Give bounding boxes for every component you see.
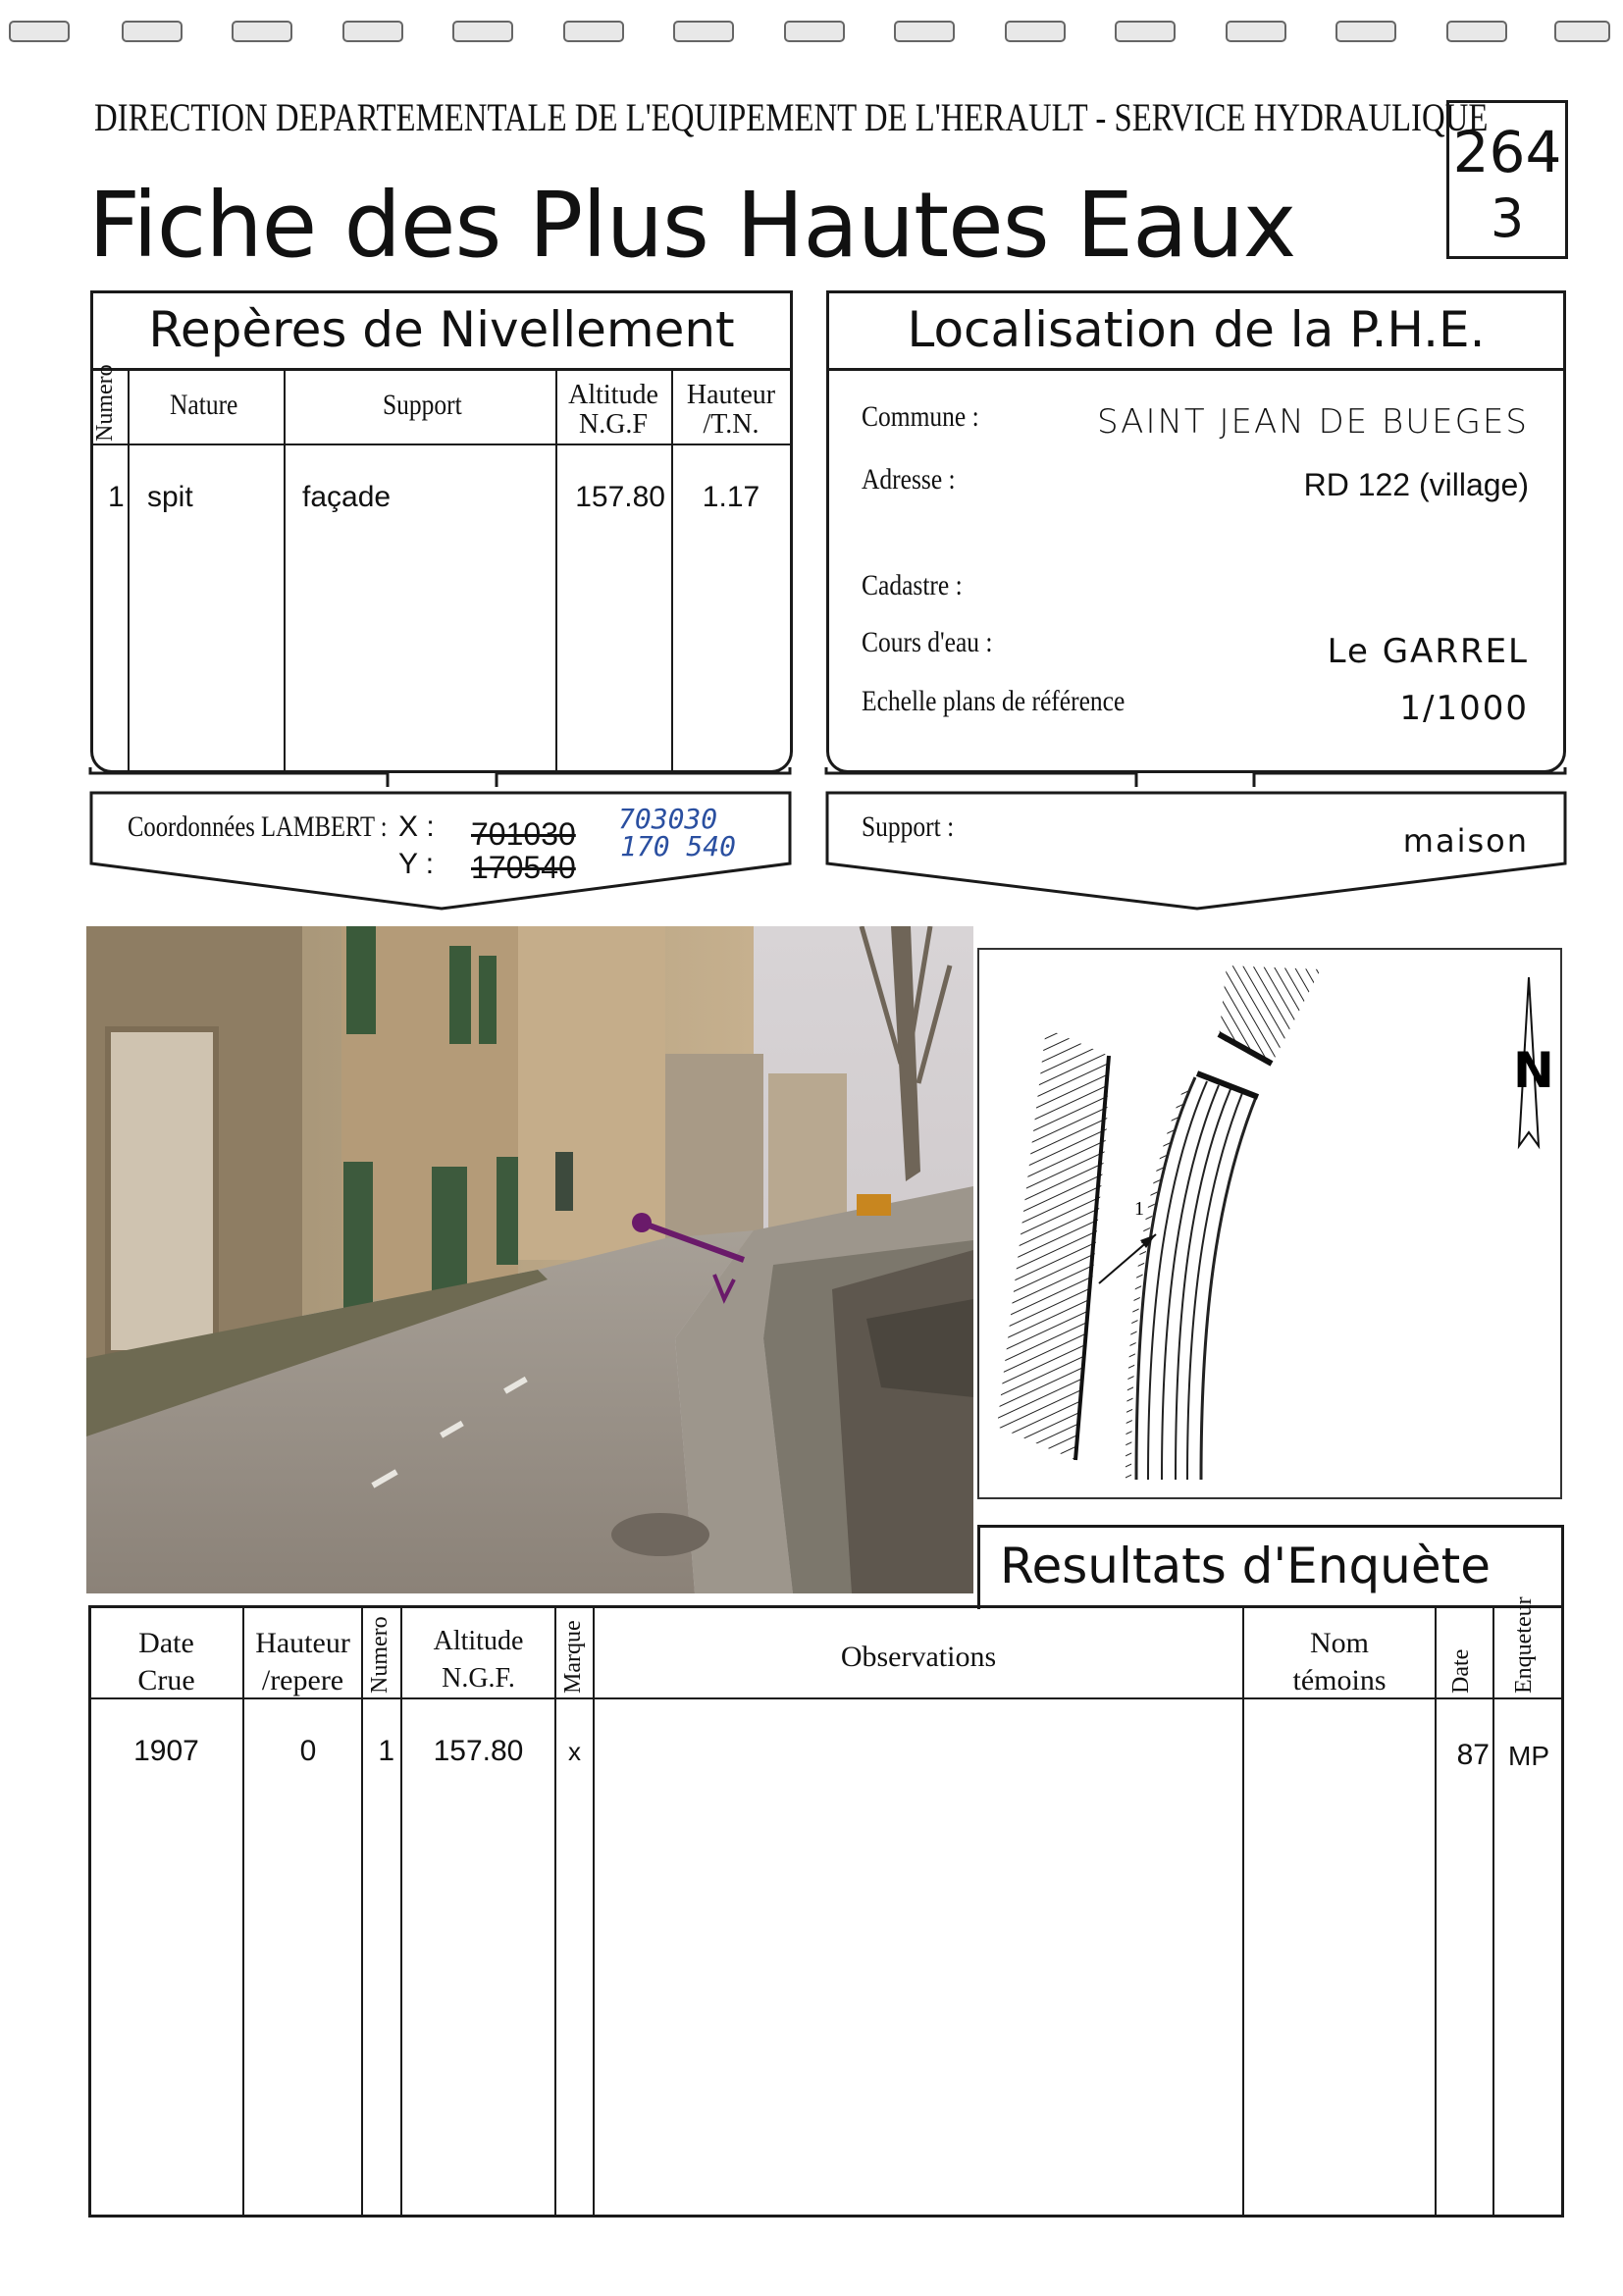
site-photo [86, 926, 973, 1593]
col-hauteur [671, 381, 791, 440]
res-col-altitude [402, 1623, 554, 1697]
res-col-nom-l2: témoins [1292, 1664, 1387, 1696]
resultats-title: Resultats d'Enquète [1000, 1538, 1491, 1594]
row-nature: spit [147, 481, 193, 513]
res-col-altitude-l1: Altitude [433, 1626, 524, 1656]
res-row-enqueteur: MP [1508, 1741, 1549, 1771]
res-col-date-crue [90, 1625, 242, 1699]
res-col-numero: Numero [367, 1616, 393, 1694]
col-altitude-l2: N.G.F [578, 409, 648, 440]
echelle-label: Echelle plans de référence [862, 685, 1126, 717]
localisation-title-box [826, 290, 1566, 371]
res-col-altitude-l2: N.G.F. [442, 1663, 515, 1694]
x-label: X : [398, 810, 435, 843]
res-row-date-crue: 1907 [133, 1735, 199, 1767]
north-label: N [1513, 1042, 1554, 1099]
resultats-title-box [977, 1525, 1564, 1609]
north-arrow-icon [1513, 977, 1554, 1146]
page-title: Fiche des Plus Hautes Eaux [88, 173, 1296, 278]
row-support: façade [302, 481, 392, 513]
res-col-observations: Observations [840, 1641, 997, 1673]
res-row-numero: 1 [378, 1735, 394, 1767]
localisation-title: Localisation de la P.H.E. [907, 301, 1486, 358]
res-col-enqueteur: Enqueteur [1511, 1596, 1537, 1694]
y-old-value: 170540 [471, 850, 576, 885]
res-row-hauteur: 0 [299, 1735, 317, 1767]
col-hauteur-l2: /T.N. [703, 409, 759, 440]
col-nature: Nature [170, 389, 238, 421]
fiche-number-box [1446, 100, 1568, 259]
res-row-altitude: 157.80 [433, 1735, 524, 1767]
reperes-title-box [90, 290, 793, 371]
res-col-date-l1: Date [138, 1627, 194, 1659]
col-altitude [555, 381, 671, 440]
x-new-handwritten: 703030 [618, 803, 718, 835]
row-numero: 1 [108, 481, 125, 513]
cadastre-label: Cadastre : [862, 569, 963, 601]
reperes-title: Repères de Nivellement [148, 301, 735, 358]
x-old-value: 701030 [471, 816, 576, 852]
binder-holes [0, 14, 1623, 47]
res-col-hauteur-l1: Hauteur [255, 1627, 350, 1659]
support-label: Support : [862, 810, 955, 843]
res-col-hauteur [244, 1625, 361, 1699]
echelle-value: 1/1000 [1399, 689, 1529, 728]
col-support: Support [383, 389, 462, 421]
res-row-date: 87 [1456, 1739, 1490, 1771]
res-col-nom-l1: Nom [1310, 1627, 1369, 1659]
res-col-hauteur-l2: /repere [261, 1664, 344, 1696]
row-hauteur: 1.17 [702, 481, 760, 513]
commune-value: SAINT JEAN DE BUEGES [1096, 402, 1529, 442]
direction-heading: DIRECTION DEPARTEMENTALE DE L'EQUIPEMENT DE L'HERAULT - SERVICE HYDRAULIQUE [94, 95, 1489, 139]
adresse-label: Adresse : [862, 463, 956, 496]
y-new-handwritten: 170 540 [620, 830, 737, 862]
plan-box [977, 948, 1562, 1499]
fiche-number: 264 [1452, 119, 1562, 185]
col-numero: Numero [92, 364, 118, 442]
support-value: maison [1402, 822, 1529, 860]
row-altitude: 157.80 [575, 481, 665, 513]
col-hauteur-l1: Hauteur [686, 380, 776, 410]
plan-marker-label: 1 [1134, 1198, 1144, 1220]
cours-value: Le GARREL [1327, 632, 1529, 671]
site-plan [979, 950, 1560, 1497]
cours-label: Cours d'eau : [862, 626, 993, 658]
col-altitude-l1: Altitude [568, 380, 658, 410]
res-row-marque: x [568, 1737, 581, 1766]
lambert-label: Coordonnées LAMBERT : [128, 810, 388, 843]
res-col-date: Date [1448, 1648, 1474, 1694]
res-col-date-l2: Crue [137, 1664, 195, 1696]
res-col-marque: Marque [560, 1620, 586, 1694]
commune-label: Commune : [862, 400, 979, 433]
fiche-sub: 3 [1490, 187, 1525, 249]
y-label: Y : [398, 848, 435, 880]
adresse-value: RD 122 (village) [1303, 467, 1529, 502]
res-col-temoins [1244, 1625, 1435, 1699]
